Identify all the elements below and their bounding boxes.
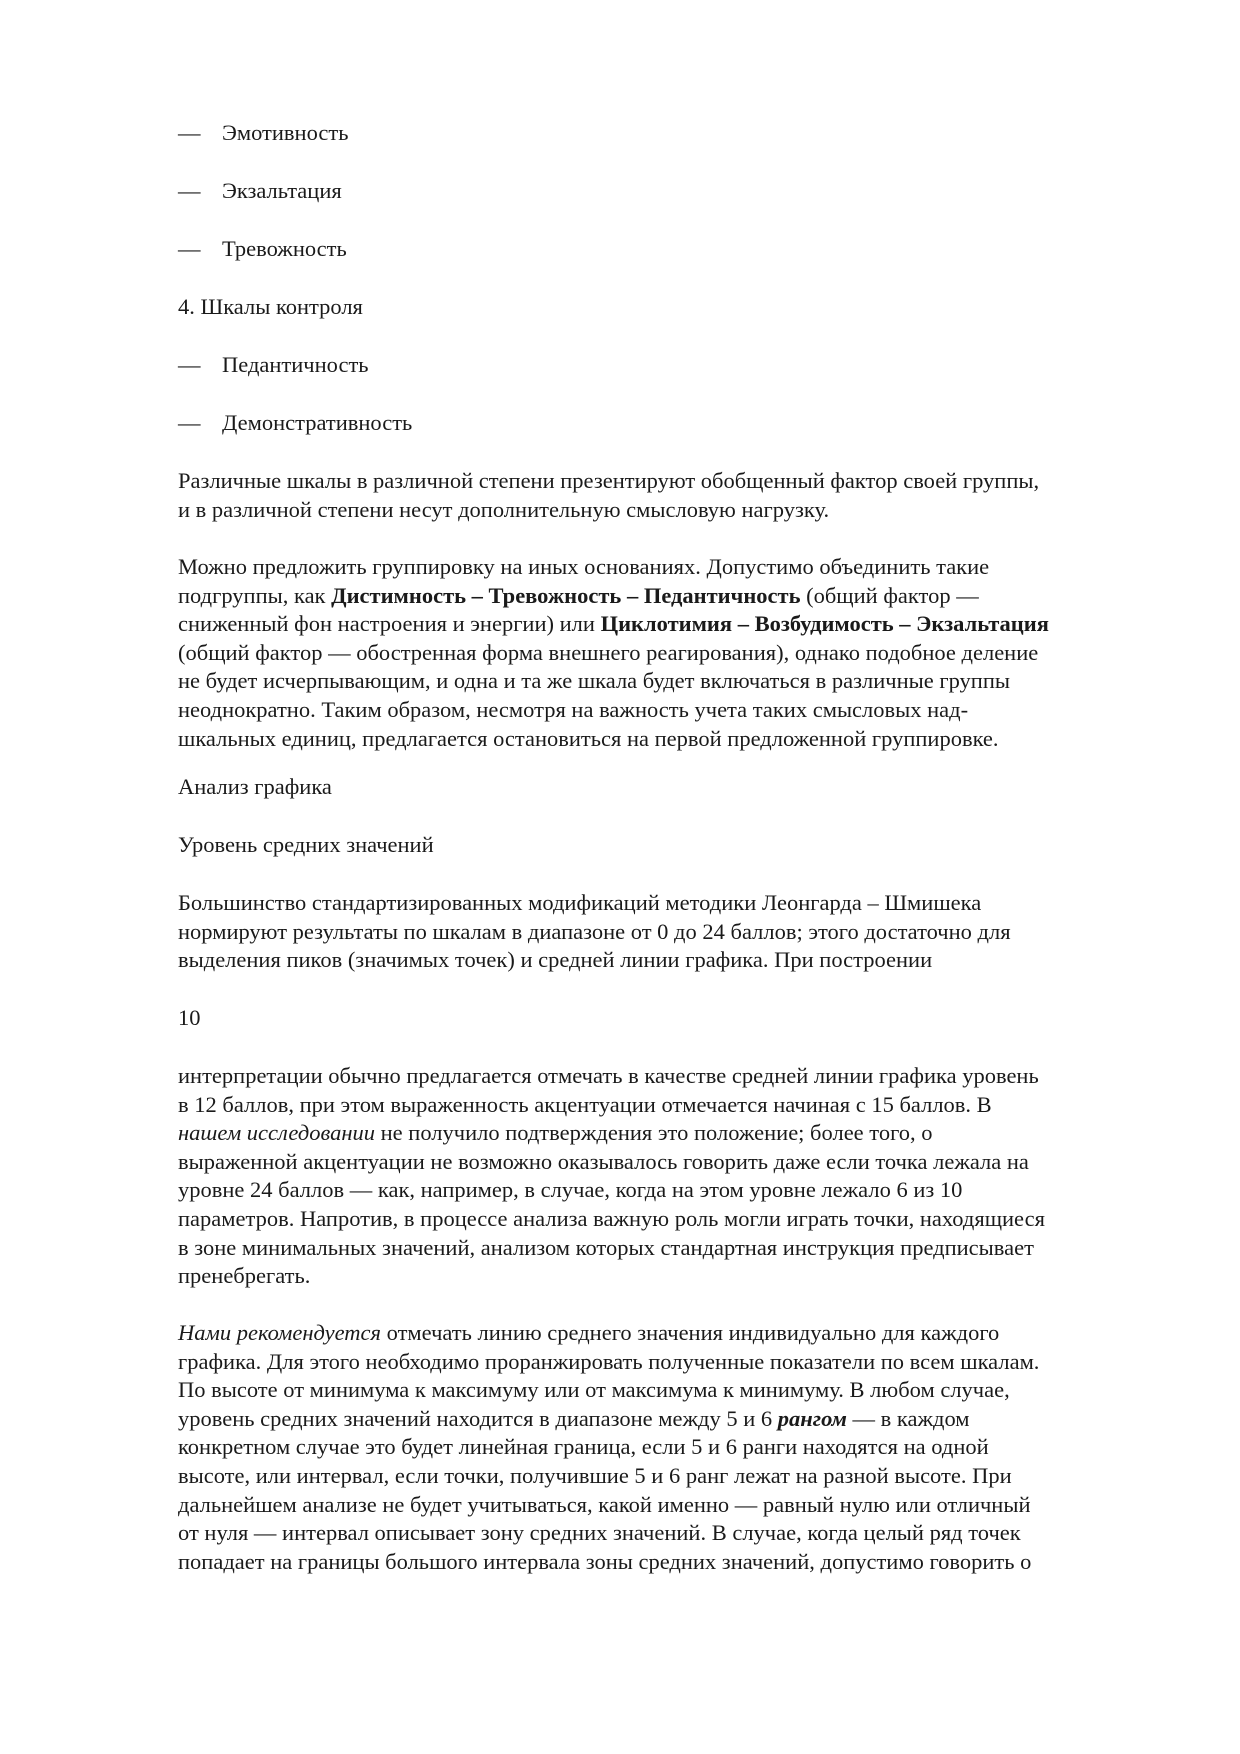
list-item-label: Педантичность bbox=[222, 352, 369, 377]
text-line: нормируют результаты по шкалам в диапазоне от 0 до 24 баллов; этого достаточно для bbox=[178, 918, 1011, 944]
list-item bbox=[178, 235, 347, 264]
text-line: пренебрегать. bbox=[178, 1263, 311, 1289]
paragraph-methods bbox=[178, 889, 1178, 975]
dash-bullet: — bbox=[178, 352, 201, 377]
text-line: высоте, или интервал, если точки, получившие 5 и 6 ранг лежат на разной высоте. При bbox=[178, 1462, 1012, 1488]
text-line: в 12 баллов, при этом выраженность акцентуации отмечается начиная с 15 баллов. В bbox=[178, 1091, 992, 1117]
italic-term: нашем исследовании bbox=[178, 1120, 375, 1146]
control-scales-heading: 4. Шкалы контроля bbox=[178, 294, 363, 319]
text-line: Можно предложить группировку на иных основаниях. Допустимо объединить такие bbox=[178, 554, 990, 579]
dash-bullet: — bbox=[178, 236, 201, 261]
list-item-label: Экзальтация bbox=[222, 178, 342, 203]
page-number: 10 bbox=[178, 1005, 201, 1030]
text-line: дальнейшем анализе не будет учитываться, какой именно — равный нулю или отличный bbox=[178, 1491, 1031, 1517]
text-line: конкретном случае это будет линейная граница, если 5 и 6 ранги находятся на одной bbox=[178, 1434, 989, 1460]
list-item bbox=[178, 119, 348, 148]
bold-italic-term: рангом bbox=[777, 1405, 847, 1431]
text-line: уровень средних значений находится в диапазоне между 5 и 6 рангом — в каждом bbox=[178, 1405, 970, 1431]
text-line: подгруппы, как Дистимность – Тревожность – Педантичность (общий фактор — bbox=[178, 582, 979, 608]
paragraph-scales bbox=[178, 467, 1178, 524]
section-heading-mean-level: Уровень средних значений bbox=[178, 832, 434, 857]
list-item bbox=[178, 351, 369, 380]
text-line: не будет исчерпывающим, и одна и та же шкала будет включаться в различные группы bbox=[178, 668, 1010, 694]
text-line: параметров. Напротив, в процессе анализа важную роль могли играть точки, находящиеся bbox=[178, 1205, 1045, 1231]
text-line: Нами рекомендуется отмечать линию среднего значения индивидуально для каждого bbox=[178, 1320, 1000, 1345]
list-item bbox=[178, 409, 412, 438]
dash-bullet: — bbox=[178, 410, 201, 435]
text-line: уровне 24 баллов — как, например, в случае, когда на этом уровне лежало 6 из 10 bbox=[178, 1177, 963, 1203]
text-line: и в различной степени несут дополнительную смысловую нагрузку. bbox=[178, 496, 830, 522]
text-line: По высоте от минимума к максимуму или от максимума к минимуму. В любом случае, bbox=[178, 1377, 1010, 1403]
bold-term: Дистимность – Тревожность – Педантичность bbox=[331, 582, 801, 608]
text-line: от нуля — интервал описывает зону средних значений. В случае, когда целый ряд точек bbox=[178, 1520, 1021, 1546]
list-item-label: Тревожность bbox=[222, 236, 347, 261]
text-line: попадает на границы большого интервала зоны средних значений, допустимо говорить о bbox=[178, 1548, 1032, 1574]
italic-term: Нами рекомендуется bbox=[178, 1320, 381, 1345]
text-line: интерпретации обычно предлагается отмечать в качестве средней линии графика уровень bbox=[178, 1063, 1039, 1088]
text-line: нашем исследовании не получило подтверждения это положение; более того, о bbox=[178, 1120, 933, 1146]
dash-bullet: — bbox=[178, 178, 201, 203]
bold-term: Циклотимия – Возбудимость – Экзальтация bbox=[600, 611, 1049, 637]
text-line: (общий фактор — обостренная форма внешнего реагирования), однако подобное деление bbox=[178, 639, 1039, 665]
text-line: в зоне минимальных значений, анализом которых стандартная инструкция предписывает bbox=[178, 1234, 1034, 1260]
text-line: выделения пиков (значимых точек) и средней линии графика. При построении bbox=[178, 947, 933, 973]
text-line: Большинство стандартизированных модификаций методики Леонгарда – Шмишека bbox=[178, 890, 982, 915]
text-line: Различные шкалы в различной степени презентируют обобщенный фактор своей группы, bbox=[178, 468, 1040, 493]
list-item-label: Эмотивность bbox=[222, 120, 349, 145]
text-line: сниженный фон настроения и энергии) или Циклотимия – Возбудимость – Экзальтация bbox=[178, 611, 1049, 637]
text-line: шкальных единиц, предлагается остановиться на первой предложенной группировке. bbox=[178, 725, 999, 751]
text-line: неоднократно. Таким образом, несмотря на важность учета таких смысловых над- bbox=[178, 696, 969, 722]
paragraph-interpretation bbox=[178, 1062, 1178, 1291]
list-item bbox=[178, 177, 342, 206]
text-line: выраженной акцентуации не возможно оказывалось говорить даже если точка лежала на bbox=[178, 1148, 1029, 1174]
section-heading-analysis: Анализ графика bbox=[178, 774, 332, 799]
list-item-label: Демонстративность bbox=[222, 410, 413, 435]
dash-bullet: — bbox=[178, 120, 201, 145]
paragraph-grouping bbox=[178, 553, 1178, 753]
text-line: графика. Для этого необходимо проранжировать полученные показатели по всем шкалам. bbox=[178, 1348, 1040, 1374]
paragraph-recommendation bbox=[178, 1319, 1178, 1576]
